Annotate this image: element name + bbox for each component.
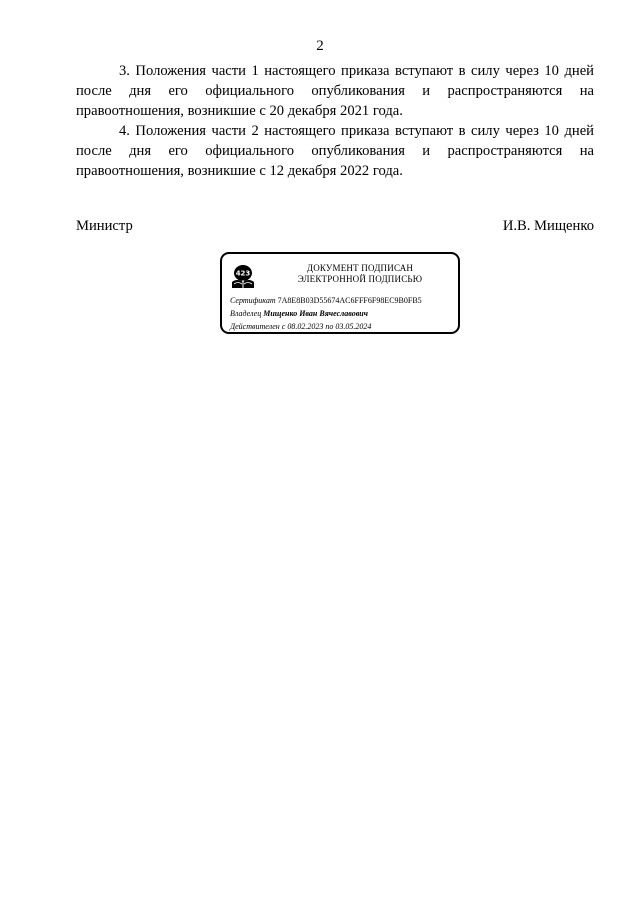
emblem-icon xyxy=(229,262,257,290)
signature-block xyxy=(76,216,594,236)
paragraph-3: 3. Положения части 1 настоящего приказа вступают в силу через 10 дней после дня его официального опубликования и распространяются на правоотношения, возникшие с 20 декабря 2021 года. xyxy=(76,63,594,119)
emblem-number: 423 xyxy=(235,269,251,278)
electronic-signature-stamp xyxy=(220,252,460,334)
validity-from-label: Действителен с xyxy=(230,322,286,331)
signatory-name: И.В. Мищенко xyxy=(502,218,594,234)
certificate-row xyxy=(230,296,422,306)
stamp-title-line1: ДОКУМЕНТ ПОДПИСАН xyxy=(306,263,414,273)
certificate-label: Сертификат xyxy=(230,296,276,305)
stamp-title xyxy=(280,263,440,285)
validity-from: 08.02.2023 xyxy=(287,322,324,331)
paragraph-4: 4. Положения части 2 настоящего приказа вступают в силу через 10 дней после дня его официального опубликования и распространяются на правоотношения, возникшие с 12 декабря 2022 года. xyxy=(76,123,594,179)
certificate-value: 7A8E8B03D55674AC6FFF6F98EC9B0FB5 xyxy=(277,296,422,305)
owner-row xyxy=(230,309,368,319)
signatory-role: Министр xyxy=(76,218,133,234)
owner-label: Владелец xyxy=(230,309,262,318)
validity-to: 03.05.2024 xyxy=(335,322,372,331)
document-body xyxy=(76,61,594,181)
validity-to-label: по xyxy=(325,322,334,331)
validity-row xyxy=(230,322,371,332)
stamp-title-line2: ЭЛЕКТРОННОЙ ПОДПИСЬЮ xyxy=(297,274,423,284)
owner-value: Мищенко Иван Вячеславович xyxy=(263,309,368,318)
page-number: 2 xyxy=(316,38,324,54)
